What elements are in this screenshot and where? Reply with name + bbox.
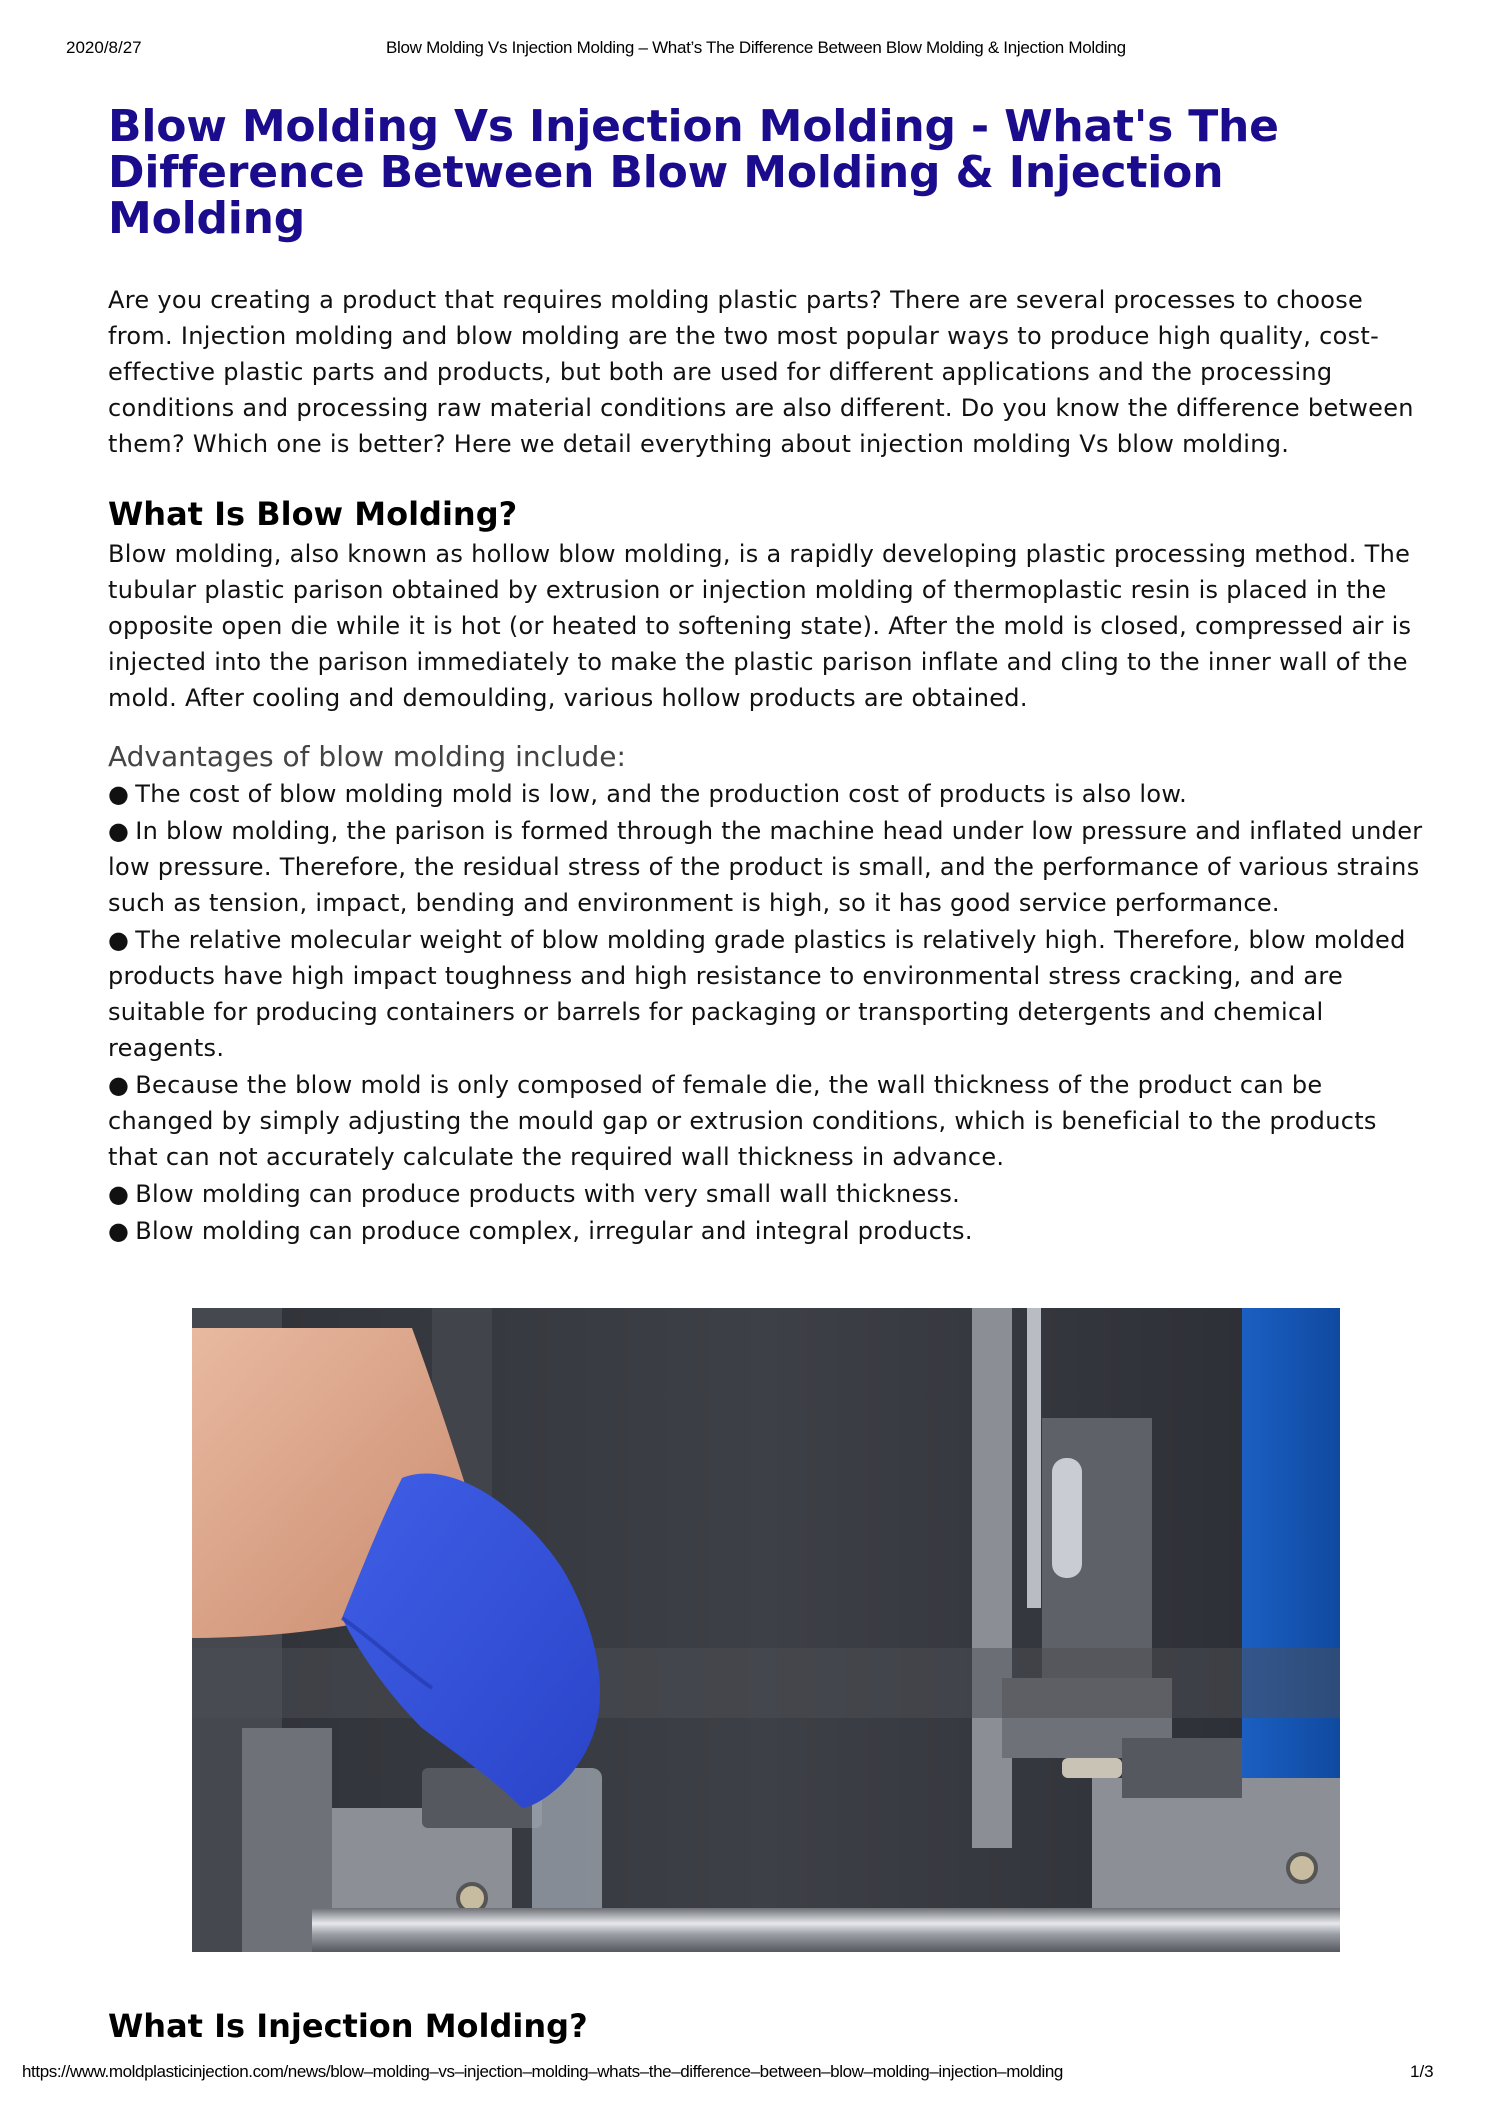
list-item: ● Blow molding can produce products with very small wall thickness. (108, 1180, 961, 1208)
intro-paragraph: Are you creating a product that requires molding plastic parts? There are several processes to choose from. Injection molding and blow molding are the two most popular ways to produce high quality, cost-effective plastic parts and products, but both are used for different applications and the processing conditions and processing raw material conditions are also different. Do you know the difference between them? Which one is better? Here we detail everything about injection molding Vs blow molding. (108, 286, 1414, 458)
article (108, 101, 1428, 1250)
blow-molding-machine-photo (192, 1308, 1340, 1952)
article-title: Blow Molding Vs Injection Molding - What's The Difference Between Blow Molding & Injection Molding (108, 101, 1279, 244)
print-date: 2020/8/27 (66, 38, 142, 57)
bullet-icon: ● (108, 817, 130, 845)
print-header (0, 38, 1500, 62)
print-footer (0, 2062, 1500, 2086)
heading-what-is-injection-molding: What Is Injection Molding? (108, 2007, 588, 2045)
print-page-title: Blow Molding Vs Injection Molding – What’s The Difference Between Blow Molding & Injection Molding (386, 38, 1126, 57)
list-item: ● The relative molecular weight of blow molding grade plastics is relatively high. Therefore, blow molded products have high impact toughness and high resistance to environmental stress cracking, and are suitable for producing containers or barrels for packaging or transporting detergents and chemical reagents. (108, 926, 1406, 1062)
bullet-icon: ● (108, 1180, 130, 1208)
blow-molding-paragraph: Blow molding, also known as hollow blow molding, is a rapidly developing plastic processing method. The tubular plastic parison obtained by extrusion or injection molding of thermoplastic resin is placed in the opposite open die while it is hot (or heated to softening state). After the mold is closed, compressed air is injected into the parison immediately to make the plastic parison inflate and cling to the inner wall of the mold. After cooling and demoulding, various hollow products are obtained. (108, 540, 1412, 712)
bullet-icon: ● (108, 780, 130, 808)
bullet-icon: ● (108, 1217, 130, 1245)
list-item: ● Because the blow mold is only composed of female die, the wall thickness of the product can be changed by simply adjusting the mould gap or extrusion conditions, which is beneficial to the products that can not accurately calculate the required wall thickness in advance. (108, 1071, 1377, 1171)
page-number: 1/3 (1410, 2062, 1434, 2081)
print-url: https://www.moldplasticinjection.com/news/blow–molding–vs–injection–molding–whats–the–difference–between–blow–molding–injection–molding (22, 2062, 1063, 2081)
heading-what-is-blow-molding: What Is Blow Molding? (108, 495, 518, 533)
list-item: ● Blow molding can produce complex, irregular and integral products. (108, 1217, 973, 1245)
bullet-icon: ● (108, 926, 130, 954)
advantages-list (108, 776, 1428, 1249)
bullet-icon: ● (108, 1071, 130, 1099)
list-item: ● In blow molding, the parison is formed through the machine head under low pressure and inflated under low pressure. Therefore, the residual stress of the product is small, and the performance of various strains such as tension, impact, bending and environment is high, so it has good service performance. (108, 817, 1423, 917)
photo-illustration (192, 1308, 1340, 1952)
list-item: ● The cost of blow molding mold is low, and the production cost of products is also low. (108, 780, 1188, 808)
advantages-heading: Advantages of blow molding include: (108, 740, 626, 773)
